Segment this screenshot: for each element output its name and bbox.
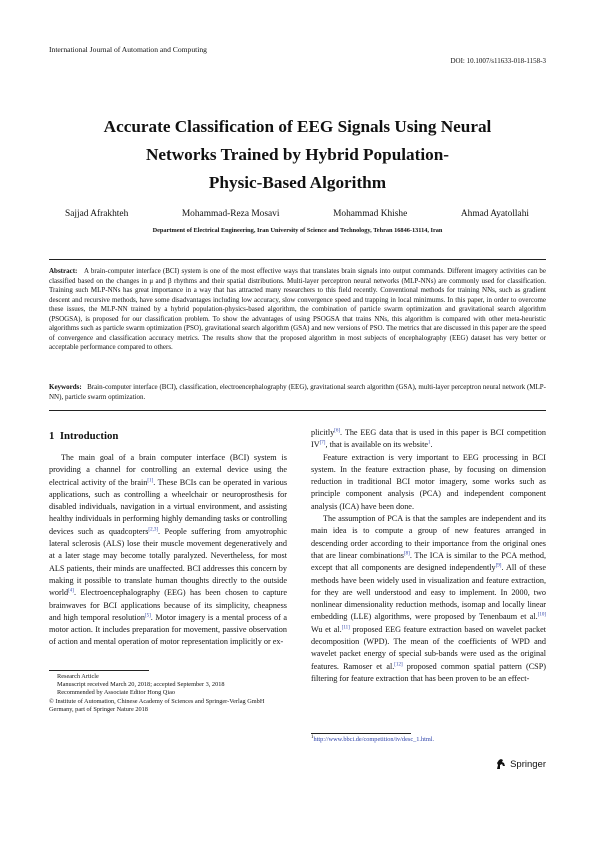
paragraph xyxy=(49,452,287,649)
text-run: plicitly xyxy=(311,428,335,437)
footnote-divider xyxy=(311,733,411,734)
springer-horse-icon xyxy=(495,758,507,770)
doi[interactable]: DOI: 10.1007/s11633-018-1158-3 xyxy=(450,57,546,65)
title-line: Accurate Classification of EEG Signals Using Neural xyxy=(103,117,492,136)
editor-note: Recommended by Associate Editor Hong Qiao xyxy=(57,689,176,697)
author-list xyxy=(49,209,546,219)
text-run: The assumption of PCA is that the samples are independent and its main idea is to compute a group of new features arranged in descending order according to their importance from the original ones that are linear combinations xyxy=(311,514,546,560)
abstract-text: A brain-computer interface (BCI) system is one of the most effective ways that translates brain signals into output commands. Different imagery activities can be classified based on the changes in μ and β rhythms and their spatial distributions. Multi-layer perceptron neural networks (MLP-NNs) are commonly used for classification. Training such MLP-NNs has great importance in a way that has attracted many researchers to this field recently. Conventional methods for training NNs, such as gradient descent and recursive methods, have some disadvantages including low accuracy, slow convergence speed and trapping in local minimums. In this paper, in order to overcome these issues, the MLP-NN trained by a hybrid population-physics-based algorithm, the combination of particle swarm optimization and gravitational search algorithm (PSOGSA), is proposed for our classification problem. To show the advantages of using PSOGSA that trains NNs, this algorithm is compared with other meta-heuristic algorithms such as particle swarm optimization (PSO), gravitational search algorithm (GSA) and new versions of PSO. The metrics that are discussed in this paper are the speed of convergence and classification accuracy metrics. The results show that the proposed algorithm in most subjects of encephalography (EEG) dataset has very better or acceptable performance compared to others. xyxy=(49,267,547,352)
keywords-label: Keywords: xyxy=(49,383,82,391)
keywords xyxy=(49,383,546,402)
divider-bottom xyxy=(49,410,546,411)
keywords-text: Brain-computer interface (BCI), classification, electroencephalography (EEG), gravitational search algorithm (GSA), multi-layer perceptron neural network (MLP-NN), particle swarm optimization. xyxy=(49,383,547,401)
section-heading xyxy=(49,430,118,442)
section-number: 1 xyxy=(49,430,55,442)
text-run: proposed EEG feature extraction based on wavelet packet decomposition (WPD). The mean of the coefficients of WPD and wavelet packet energy of special sub-bands were used as the original features. Ramoser et al. xyxy=(311,624,547,671)
text-run: Wu et al. xyxy=(311,624,342,634)
citation[interactable]: [7] xyxy=(319,440,326,446)
citation[interactable]: [6] xyxy=(334,428,341,434)
author: Ahmad Ayatollahi xyxy=(460,209,529,219)
abstract-label: Abstract: xyxy=(49,267,78,275)
footnote-mark: 1 xyxy=(311,734,314,740)
citation[interactable]: [2,3] xyxy=(148,527,158,533)
citation[interactable]: [11] xyxy=(341,625,350,631)
citation[interactable]: [1] xyxy=(147,477,154,483)
column-right xyxy=(311,427,546,685)
citation[interactable]: [9] xyxy=(495,563,502,569)
abstract xyxy=(49,267,546,353)
section-title: Introduction xyxy=(59,430,119,442)
citation[interactable]: [4] xyxy=(68,588,74,594)
footnote-url[interactable]: http://www.bbci.de/competition/iv/desc_1.html. xyxy=(313,736,435,743)
text-run: proposed common spatial pattern (CSP) filtering for feature extraction that has been proven to be an effect- xyxy=(311,661,546,683)
text-run: . All of these methods have been widely used in visualization and feature extraction, for they are well understood and easy to implement. In 2000, two nonlinear dimensionality reduction methods, isomap and locally linear embedding (LLE) algorithms, were proposed by Tenenbaum et al. xyxy=(311,563,546,622)
text-run: . People suffering from amyotrophic lateral sclerosis (ALS) lose their muscle movement degeneratively and at a later stage may become totally paralyzed. Nevertheless, for most ALS patients, their minds are unaffected. BCI addresses this concern by making it possible to translate human thoughts directly to the outside world xyxy=(49,526,287,598)
text-run: . Motor imagery is a mental process of a motor action. It includes preparation for movement, passive observation of action and mental operation of motor representation implicitly or ex- xyxy=(49,612,287,647)
footnote-divider xyxy=(49,670,149,671)
divider-top xyxy=(49,259,546,260)
paragraph: Feature extraction is very important to EEG processing in BCI system. In the feature extraction phase, by focusing on dimension reduction in traditional BCI motor imagery, some works such as principle component analysis (PCA) and independent component analysis (ICA) have been done. xyxy=(311,452,546,511)
publisher-logo xyxy=(495,758,546,770)
manuscript-dates: Manuscript received March 20, 2018; accepted September 3, 2018 xyxy=(57,681,225,689)
footnote-mark[interactable]: 1 xyxy=(428,440,431,446)
title-line: Physic-Based Algorithm xyxy=(208,173,387,192)
text-run: The main goal of a brain computer interface (BCI) system is providing a channel for controlling an external device using the electrical activity of the brain xyxy=(49,453,287,487)
text-run: . The ICA is similar to the PCA method, except that all components are designed independently xyxy=(311,550,546,573)
column-left xyxy=(49,452,287,649)
text-run: . The EEG data that is used in this paper is BCI competition IV xyxy=(311,428,546,450)
text-run: . These BCIs can be operated in various applications, such as controlling a wheelchair or neuroprosthesis for disabled individuals, navigation in a virtual environment, and assisting healthy individuals in performing highly demanding tasks or controlling devices such as quadcopters xyxy=(49,477,287,536)
citation[interactable]: [5] xyxy=(144,613,151,619)
citation[interactable]: [10] xyxy=(537,612,546,618)
author: Mohammad Khishe xyxy=(333,209,408,219)
affiliation: Department of Electrical Engineering, Iran University of Science and Technology, Tehran 16846-13114, Iran xyxy=(152,227,443,234)
journal-name: International Journal of Automation and Computing xyxy=(49,45,207,54)
article-info-footnote xyxy=(49,673,289,714)
paragraph xyxy=(311,513,546,685)
author: Sajjad Afrakhteh xyxy=(65,209,129,219)
copyright: © Institute of Automation, Chinese Academy of Sciences and Springer-Verlag GmbH Germany, part of Springer Nature 2018 xyxy=(49,697,265,713)
text-run: . xyxy=(430,440,433,450)
article-type: Research Article xyxy=(57,673,99,680)
publisher-name: Springer xyxy=(510,758,546,770)
author: Mohammad-Reza Mosavi xyxy=(181,209,280,219)
text-run: , that is available on its website xyxy=(325,440,429,450)
paragraph xyxy=(311,427,546,452)
title-line: Networks Trained by Hybrid Population- xyxy=(145,145,450,164)
citation[interactable]: [12] xyxy=(394,661,403,667)
url-footnote xyxy=(311,736,434,743)
text-run: . Electroencephalography (EEG) has been chosen to capture brainwaves for BCI applications because of its simplicity, cheapness and high temporal resolution xyxy=(49,588,287,622)
citation[interactable]: [8] xyxy=(404,551,410,557)
paper-title xyxy=(60,113,535,197)
